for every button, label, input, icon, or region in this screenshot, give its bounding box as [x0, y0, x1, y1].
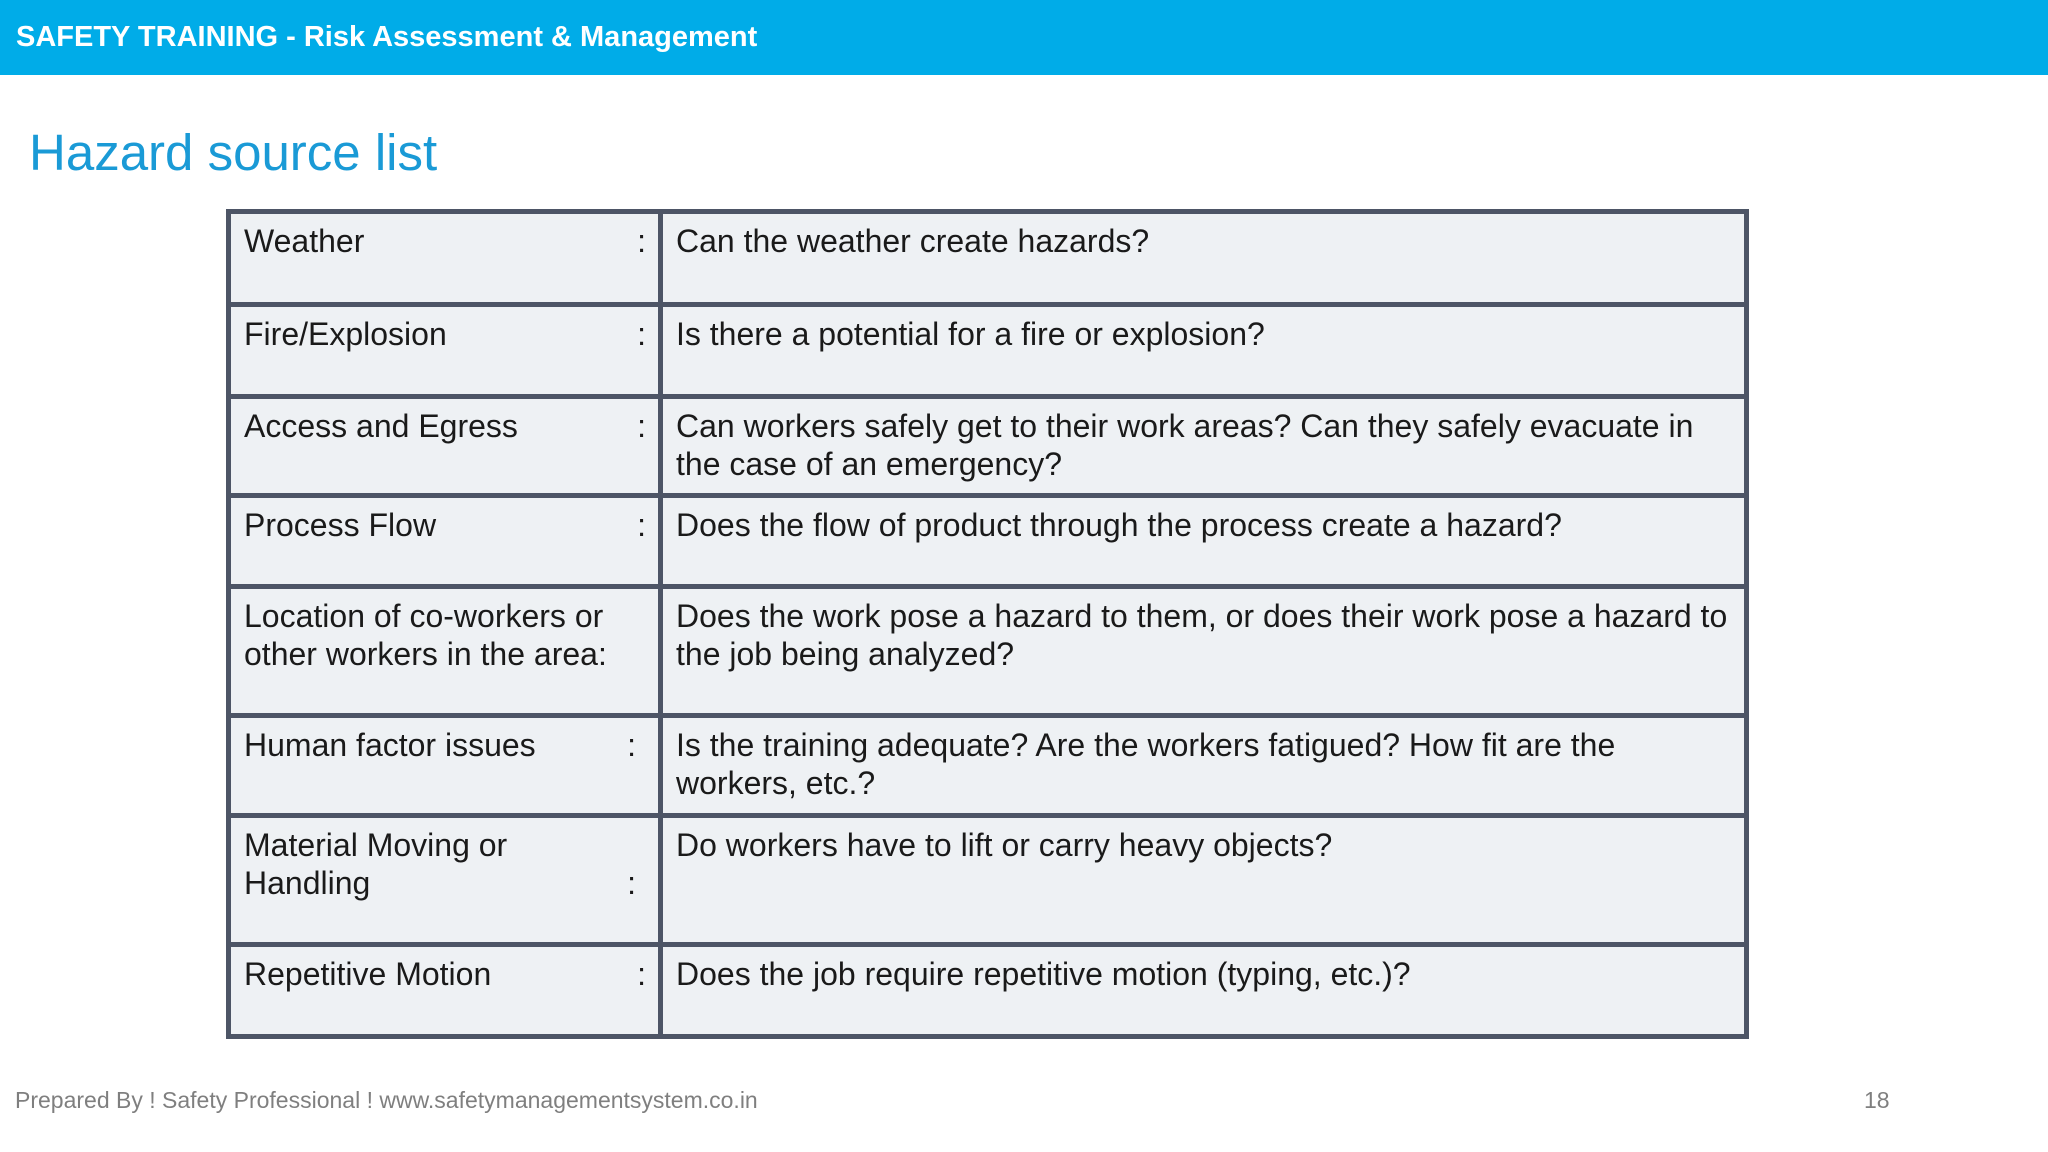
- hazard-source-cell: [229, 496, 661, 587]
- footer-credit: Prepared By ! Safety Professional ! www.safetymanagementsystem.co.in: [15, 1087, 758, 1113]
- hazard-source-label: Material Moving or Handling: [244, 827, 508, 901]
- hazard-question-cell: Can the weather create hazards?: [661, 212, 1747, 305]
- hazard-question-cell: Does the job require repetitive motion (typing, etc.)?: [661, 945, 1747, 1037]
- separator-colon: :: [637, 316, 646, 352]
- table-row: [229, 496, 1747, 587]
- hazard-source-cell: [229, 716, 661, 816]
- table-row: [229, 945, 1747, 1037]
- hazard-source-table: [226, 209, 1749, 1039]
- hazard-source-label: Repetitive Motion: [244, 956, 492, 992]
- hazard-source-label: Location of co-workers or other workers in the area:: [244, 598, 607, 672]
- hazard-source-label: Weather: [244, 223, 365, 259]
- table-row: [229, 397, 1747, 496]
- separator-colon: :: [627, 727, 636, 763]
- hazard-question-cell: Can workers safely get to their work areas? Can they safely evacuate in the case of an emergency?: [661, 397, 1747, 496]
- separator-colon: :: [637, 956, 646, 992]
- page-number: 18: [1864, 1087, 1890, 1113]
- table-row: [229, 587, 1747, 716]
- hazard-source-cell: [229, 305, 661, 397]
- hazard-question-cell: Is there a potential for a fire or explosion?: [661, 305, 1747, 397]
- table-row: [229, 716, 1747, 816]
- hazard-source-label: Human factor issues: [244, 727, 536, 763]
- hazard-source-label: Fire/Explosion: [244, 316, 447, 352]
- hazard-source-label: Access and Egress: [244, 408, 518, 444]
- hazard-source-cell: [229, 212, 661, 305]
- page-title: Hazard source list: [29, 124, 438, 181]
- hazard-question-cell: Does the flow of product through the process create a hazard?: [661, 496, 1747, 587]
- hazard-source-cell: [229, 587, 661, 716]
- hazard-source-cell: [229, 945, 661, 1037]
- separator-colon: :: [637, 408, 646, 444]
- hazard-source-cell: [229, 397, 661, 496]
- separator-colon: :: [627, 865, 636, 901]
- hazard-source-label: Process Flow: [244, 507, 437, 543]
- header-title: SAFETY TRAINING - Risk Assessment & Management: [16, 21, 758, 53]
- header-bar: [0, 0, 2048, 75]
- hazard-question-cell: Is the training adequate? Are the workers fatigued? How fit are the workers, etc.?: [661, 716, 1747, 816]
- hazard-question-cell: Do workers have to lift or carry heavy objects?: [661, 816, 1747, 945]
- table-row: [229, 305, 1747, 397]
- hazard-source-cell: [229, 816, 661, 945]
- separator-colon: :: [637, 223, 646, 259]
- table-row: [229, 816, 1747, 945]
- separator-colon: :: [637, 507, 646, 543]
- hazard-question-cell: Does the work pose a hazard to them, or does their work pose a hazard to the job being analyzed?: [661, 587, 1747, 716]
- table-row: [229, 212, 1747, 305]
